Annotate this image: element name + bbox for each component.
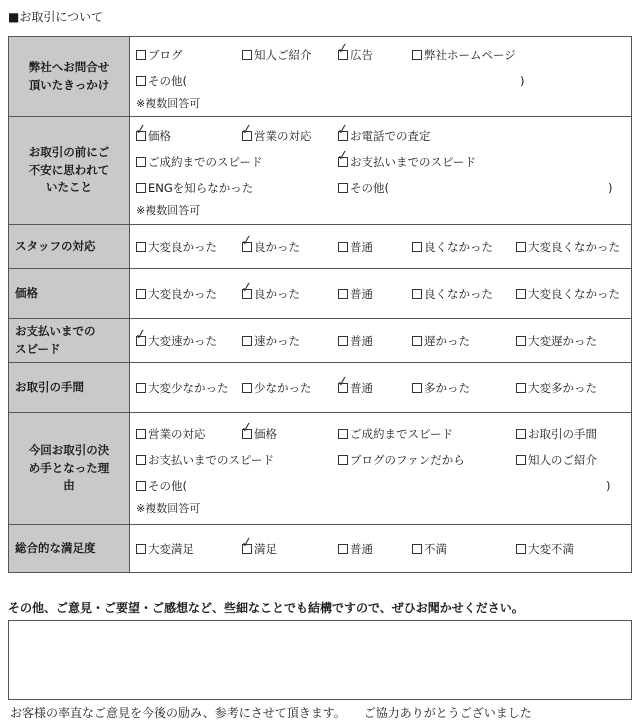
footer [10,704,532,721]
checkbox[interactable] [239,120,254,141]
option-very-dissatisfied[interactable]: 大変不満 [516,541,574,557]
option-payment-speed[interactable]: お支払いまでのスピード [136,452,338,468]
option-phone-appraisal[interactable]: ✓ お電話での査定 [335,120,431,143]
checkbox[interactable] [136,544,146,554]
checkbox[interactable] [338,289,348,299]
checkbox[interactable] [412,383,422,393]
other-close-paren: ) [520,73,525,88]
option-referral[interactable]: 知人ご紹介 [242,47,338,63]
check-mark-icon: ✓ [335,372,350,391]
check-mark-icon: ✓ [335,120,350,139]
checkbox[interactable] [516,383,526,393]
checkbox[interactable] [516,289,526,299]
option-very-good[interactable]: 大変良かった [136,286,242,302]
checkbox[interactable] [242,50,252,60]
survey-row-deciding-factor [9,413,632,525]
checkbox[interactable] [133,120,148,141]
section-title: ■お取引について [8,10,104,24]
checkbox[interactable] [412,50,422,60]
survey-row-price [9,269,632,319]
checkbox[interactable] [136,76,146,86]
checkbox[interactable] [335,39,350,60]
options-cell [130,117,632,225]
survey-row-inquiry-trigger [9,37,632,117]
survey-row-prior-concerns [9,117,632,225]
checkbox[interactable] [239,418,254,439]
option-contract-speed[interactable]: ご成約までのスピード [136,154,338,170]
multi-answer-note: ※複数回答可 [136,203,201,217]
check-mark-icon: ✓ [239,231,254,250]
option-slow[interactable]: 遅かった [412,333,516,349]
options-cell [130,525,632,573]
options-cell [130,413,632,525]
option-sales-response[interactable]: ✓ 営業の対応 [239,120,312,143]
checkbox[interactable] [136,383,146,393]
checkbox[interactable] [338,242,348,252]
footer-text: お客様の率直なご意見を今後の励み、参考にさせて頂きます。 [10,706,346,720]
options-cell [130,363,632,413]
checkbox[interactable] [239,231,254,252]
checkbox[interactable] [338,429,348,439]
checkbox[interactable] [136,157,146,167]
checkbox[interactable] [242,383,252,393]
option-sales-response[interactable]: 営業の対応 [136,426,242,442]
checkbox[interactable] [136,289,146,299]
checkbox[interactable] [412,544,422,554]
survey-row-effort [9,363,632,413]
question-label: 総合的な満足度 [9,525,130,573]
checkbox[interactable] [136,455,146,465]
checkbox[interactable] [136,183,146,193]
option-good[interactable]: ✓ 良かった [239,278,300,301]
checkbox[interactable] [136,50,146,60]
option-average[interactable]: 普通 [338,333,412,349]
option-very-bad[interactable]: 大変良くなかった [516,286,620,302]
checkbox[interactable] [136,429,146,439]
option-other[interactable]: その他( [338,180,608,196]
checkbox[interactable] [335,372,350,393]
checkbox[interactable] [239,533,254,554]
question-label: お支払いまでの スピード [9,319,130,363]
survey-table [8,36,632,573]
option-little[interactable]: 少なかった [242,380,338,396]
checkbox[interactable] [335,146,350,167]
checkbox[interactable] [516,455,526,465]
checkbox[interactable] [412,336,422,346]
option-very-bad[interactable]: 大変良くなかった [516,239,620,255]
check-mark-icon: ✓ [335,146,350,165]
check-mark-icon: ✓ [335,39,350,58]
check-mark-icon: ✓ [133,325,148,344]
question-label: 今回お取引の決 め手となった理 由 [9,413,130,525]
checkbox[interactable] [338,455,348,465]
option-not-good[interactable]: 良くなかった [412,286,516,302]
option-very-slow[interactable]: 大変遅かった [516,333,597,349]
question-label: お取引の手間 [9,363,130,413]
check-mark-icon: ✓ [239,418,254,437]
option-price[interactable]: ✓ 価格 [239,418,277,441]
option-good[interactable]: ✓ 良かった [239,231,300,254]
options-cell [130,225,632,269]
other-close-paren: ) [606,478,611,493]
option-referral[interactable]: 知人のご紹介 [516,452,597,468]
check-mark-icon: ✓ [239,533,254,552]
option-effort[interactable]: お取引の手間 [516,426,597,442]
checkbox[interactable] [412,289,422,299]
check-mark-icon: ✓ [239,278,254,297]
options-cell [130,269,632,319]
checkbox[interactable] [338,183,348,193]
checkbox[interactable] [516,336,526,346]
option-much[interactable]: 多かった [412,380,516,396]
option-very-satisfied[interactable]: 大変満足 [136,541,242,557]
option-unknown-eng[interactable]: ENGを知らなかった [136,180,338,196]
check-mark-icon: ✓ [133,120,148,139]
option-dissatisfied[interactable]: 不満 [412,541,516,557]
option-other[interactable]: その他( [136,73,520,89]
comment-prompt: その他、ご意見・ご要望・ご感想など、些細なことでも結構ですので、ぜひお聞かせください。 [8,601,524,615]
footer-thanks: ご協力ありがとうございました [363,706,532,720]
comment-textarea[interactable] [8,620,632,700]
option-payment-speed[interactable]: ✓ お支払いまでのスピード [335,146,477,169]
option-price[interactable]: ✓ 価格 [133,120,171,143]
option-other[interactable]: その他( [136,478,606,494]
multi-answer-note: ※複数回答可 [136,501,201,515]
question-label: 価格 [9,269,130,319]
options-cell [130,319,632,363]
checkbox[interactable] [133,325,148,346]
option-very-good[interactable]: 大変良かった [136,239,242,255]
checkbox[interactable] [412,242,422,252]
option-contract-speed[interactable]: ご成約までスピード [338,426,516,442]
option-ad[interactable]: ✓ 広告 [335,39,373,62]
checkbox[interactable] [516,429,526,439]
survey-row-staff [9,225,632,269]
checkbox[interactable] [338,336,348,346]
checkbox[interactable] [136,481,146,491]
checkbox[interactable] [242,336,252,346]
question-label: お取引の前にご 不安に思われて いたこと [9,117,130,225]
option-blog[interactable]: ブログ [136,47,242,63]
options-cell [130,37,632,117]
other-close-paren: ) [608,180,613,195]
option-very-much[interactable]: 大変多かった [516,380,597,396]
checkbox[interactable] [516,242,526,252]
survey-row-payment-speed [9,319,632,363]
survey-row-satisfaction [9,525,632,573]
option-satisfied[interactable]: ✓ 満足 [239,533,277,556]
option-homepage[interactable]: 弊社ホームページ [412,47,516,63]
question-label: 弊社へお問合せ 頂いたきっかけ [9,37,130,117]
option-average[interactable]: 普通 [338,239,412,255]
checkbox[interactable] [516,544,526,554]
option-very-little[interactable]: 大変少なかった [136,380,242,396]
option-very-fast[interactable]: ✓ 大変速かった [133,325,217,348]
question-label: スタッフの対応 [9,225,130,269]
check-mark-icon: ✓ [239,120,254,139]
multi-answer-note: ※複数回答可 [136,96,201,110]
checkbox[interactable] [239,278,254,299]
option-not-good[interactable]: 良くなかった [412,239,516,255]
checkbox[interactable] [338,544,348,554]
checkbox[interactable] [335,120,350,141]
option-fast[interactable]: 速かった [242,333,338,349]
option-average[interactable]: 普通 [338,286,412,302]
option-average[interactable]: 普通 [338,541,412,557]
option-average[interactable]: ✓ 普通 [335,372,373,395]
checkbox[interactable] [136,242,146,252]
option-blog-fan[interactable]: ブログのファンだから [338,452,516,468]
